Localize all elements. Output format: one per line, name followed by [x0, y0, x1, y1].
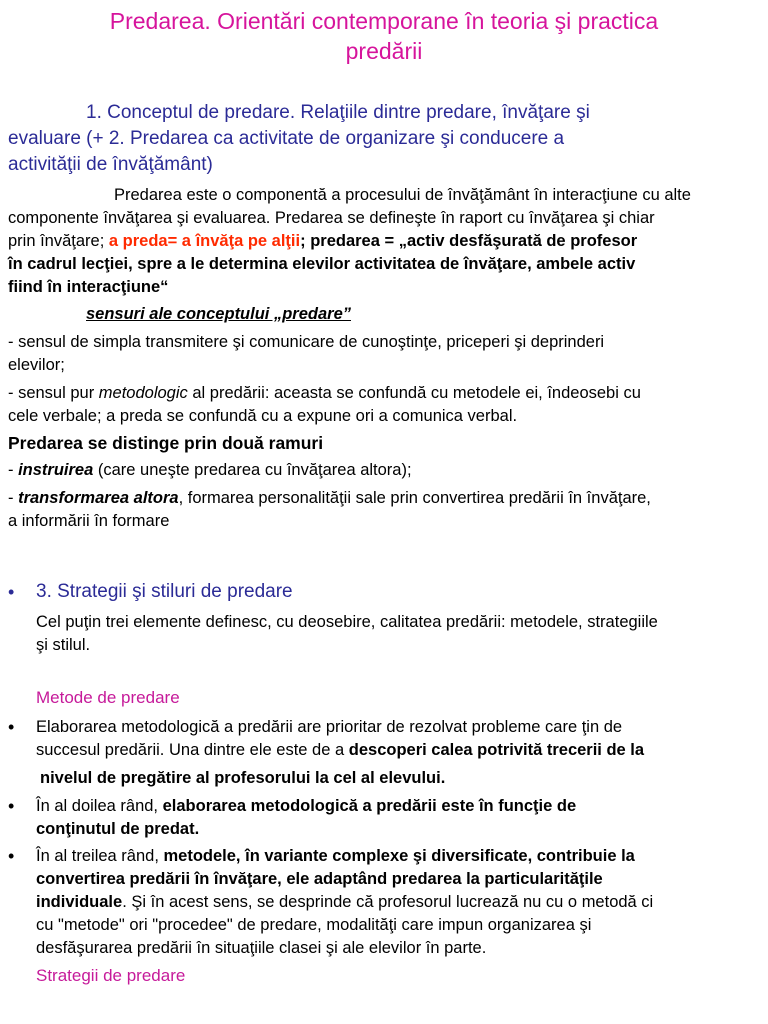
bullet-line: desfăşurarea predării în situaţiile clasei şi ale elevilor în parte.	[36, 939, 487, 957]
text-run: (care uneşte predarea cu învăţarea altora);	[93, 461, 412, 479]
bullet-icon: •	[8, 796, 15, 816]
ramura-line	[8, 459, 412, 481]
bullet-line: cu "metode" ori "procedee" de predare, modalităţi care impun organizarea şi	[36, 916, 592, 934]
intro-line: Cel puţin trei elemente definesc, cu deosebire, calitatea predării: metodele, strategiile	[36, 613, 658, 631]
text-run: metodologic	[98, 384, 188, 402]
bullet-icon: •	[8, 717, 15, 737]
text-run: - sensul pur	[8, 384, 99, 402]
section3-heading: 3. Strategii şi stiluri de predare	[36, 581, 293, 602]
paragraph-line: Predarea este o componentă a procesului de învăţământ în interacţiune cu alte	[114, 186, 691, 204]
bullet-line: convertirea predării în învăţare, ele adaptând predarea la particularităţile	[36, 870, 603, 888]
text-run: ; predarea = „activ desfăşurată de profesor	[300, 232, 638, 250]
definition-highlight: a preda= a învăţa pe alţii	[108, 232, 301, 250]
ramura-line: a informării în formare	[8, 512, 170, 530]
text-run: al predării: aceasta se confundă cu metodele ei, îndeosebi cu	[187, 384, 641, 402]
bullet-line: conţinutul de predat.	[36, 820, 200, 838]
text-run: În al treilea rând,	[36, 847, 164, 865]
text-run: . Şi în acest sens, se desprinde că profesorul lucrează nu cu o metodă ci	[122, 893, 654, 911]
text-run: descoperi calea potrivită trecerii de la	[348, 741, 645, 759]
bullet-line: Elaborarea metodologică a predării are prioritar de rezolvat probleme care ţin de	[36, 718, 623, 736]
bullet-line	[36, 845, 635, 867]
bullet-icon: •	[8, 846, 15, 866]
text-run: instruirea	[18, 461, 94, 479]
text-run: elaborarea metodologică a predării este în funcţie de	[162, 797, 577, 815]
strategii-heading: Strategii de predare	[36, 966, 186, 985]
text-run: În al doilea rând,	[36, 797, 163, 815]
bullet-line	[36, 739, 644, 761]
sense-line: elevilor;	[8, 356, 65, 374]
ramuri-heading: Predarea se distinge prin două ramuri	[8, 433, 324, 453]
bullet-line	[36, 891, 653, 913]
section1-heading-line-1: 1. Conceptul de predare. Relaţiile dintre predare, învăţare şi	[86, 102, 590, 123]
section1-heading-line-2: evaluare (+ 2. Predarea ca activitate de organizare şi conducere a	[8, 128, 565, 149]
metode-heading: Metode de predare	[36, 688, 180, 707]
text-run: -	[8, 461, 19, 479]
sense-line: - sensul de simpla transmitere şi comunicare de cunoştinţe, priceperi şi deprinderi	[8, 333, 605, 351]
paragraph-line: fiind în interacţiune“	[8, 278, 169, 296]
bullet-line	[36, 795, 576, 817]
section1-heading-line-3: activităţii de învăţământ)	[8, 154, 213, 175]
bullet-icon: •	[8, 582, 15, 602]
text-run: metodele, în variante complexe şi diversificate, contribuie la	[163, 847, 635, 865]
sense-line	[8, 382, 641, 404]
intro-line: şi stilul.	[36, 636, 91, 654]
text-run: individuale	[36, 893, 123, 911]
ramura-line	[8, 487, 651, 509]
bullet-line: nivelul de pregătire al profesorului la cel al elevului.	[40, 769, 446, 787]
text-run: , formarea personalităţii sale prin convertirea predării în învăţare,	[178, 489, 651, 507]
text-run: succesul predării. Una dintre ele este de a	[36, 741, 349, 759]
paragraph-line	[8, 230, 637, 252]
page-title-line-1: Predarea. Orientări contemporane în teoria şi practica	[109, 8, 659, 34]
page-title-line-2: predării	[345, 38, 423, 64]
text-run: -	[8, 489, 19, 507]
text-run: prin învăţare;	[8, 232, 109, 250]
sensuri-heading: sensuri ale conceptului „predare”	[86, 305, 351, 323]
paragraph-line: componente învăţarea şi evaluarea. Predarea se defineşte în raport cu învăţarea şi chiar	[8, 209, 655, 227]
text-run: transformarea altora	[18, 489, 179, 507]
sense-line: cele verbale; a preda se confundă cu a expune ori a comunica verbal.	[8, 407, 518, 425]
paragraph-line: în cadrul lecţiei, spre a le determina elevilor activitatea de învăţare, ambele activ	[8, 255, 636, 273]
